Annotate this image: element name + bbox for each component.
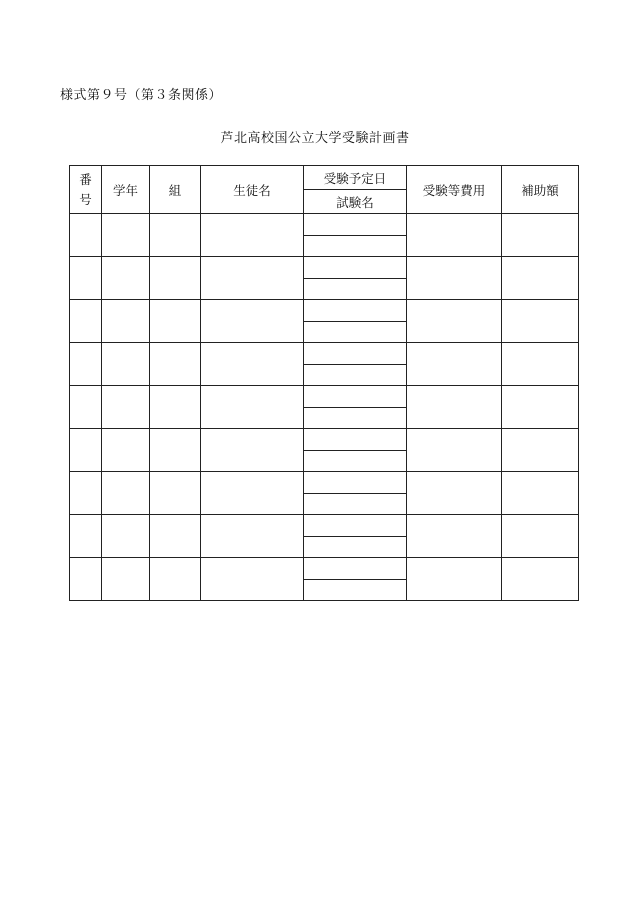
table-row	[70, 257, 579, 279]
cell-exam-name[interactable]	[304, 235, 407, 257]
header-student-name: 生徒名	[201, 166, 304, 214]
table-header	[70, 166, 579, 214]
cell-exam-name[interactable]	[304, 278, 407, 300]
header-subsidy: 補助額	[502, 166, 579, 214]
cell-class[interactable]	[150, 429, 201, 472]
cell-exam-fees[interactable]	[407, 300, 502, 343]
cell-grade[interactable]	[102, 386, 150, 429]
table-row	[70, 472, 579, 494]
cell-subsidy[interactable]	[502, 257, 579, 300]
cell-number[interactable]	[70, 558, 102, 601]
cell-number[interactable]	[70, 515, 102, 558]
cell-class[interactable]	[150, 386, 201, 429]
cell-student-name[interactable]	[201, 257, 304, 300]
cell-exam-name[interactable]	[304, 321, 407, 343]
cell-grade[interactable]	[102, 257, 150, 300]
cell-exam-fees[interactable]	[407, 343, 502, 386]
cell-subsidy[interactable]	[502, 558, 579, 601]
cell-student-name[interactable]	[201, 214, 304, 257]
cell-exam-date[interactable]	[304, 300, 407, 322]
cell-exam-fees[interactable]	[407, 429, 502, 472]
cell-grade[interactable]	[102, 472, 150, 515]
table-body	[70, 214, 579, 601]
cell-number[interactable]	[70, 472, 102, 515]
cell-number[interactable]	[70, 300, 102, 343]
cell-exam-date[interactable]	[304, 429, 407, 451]
header-number-char-1: 番	[79, 171, 92, 187]
cell-exam-date[interactable]	[304, 386, 407, 408]
cell-class[interactable]	[150, 472, 201, 515]
cell-grade[interactable]	[102, 429, 150, 472]
cell-class[interactable]	[150, 257, 201, 300]
cell-class[interactable]	[150, 515, 201, 558]
cell-exam-fees[interactable]	[407, 257, 502, 300]
cell-subsidy[interactable]	[502, 386, 579, 429]
cell-subsidy[interactable]	[502, 300, 579, 343]
cell-student-name[interactable]	[201, 515, 304, 558]
cell-exam-fees[interactable]	[407, 214, 502, 257]
cell-exam-fees[interactable]	[407, 386, 502, 429]
table-row	[70, 300, 579, 322]
cell-exam-date[interactable]	[304, 257, 407, 279]
cell-grade[interactable]	[102, 343, 150, 386]
cell-exam-date[interactable]	[304, 558, 407, 580]
document-title: 芦北高校国公立大学受験計画書	[220, 131, 410, 146]
cell-class[interactable]	[150, 343, 201, 386]
table-row	[70, 429, 579, 451]
table-row	[70, 558, 579, 580]
cell-student-name[interactable]	[201, 386, 304, 429]
cell-student-name[interactable]	[201, 558, 304, 601]
cell-number[interactable]	[70, 257, 102, 300]
cell-grade[interactable]	[102, 558, 150, 601]
cell-subsidy[interactable]	[502, 343, 579, 386]
cell-student-name[interactable]	[201, 300, 304, 343]
cell-exam-date[interactable]	[304, 515, 407, 537]
cell-grade[interactable]	[102, 515, 150, 558]
cell-exam-name[interactable]	[304, 407, 407, 429]
header-exam-fees: 受験等費用	[407, 166, 502, 214]
cell-exam-date[interactable]	[304, 214, 407, 236]
cell-exam-fees[interactable]	[407, 472, 502, 515]
cell-exam-name[interactable]	[304, 364, 407, 386]
cell-student-name[interactable]	[201, 343, 304, 386]
cell-class[interactable]	[150, 214, 201, 257]
cell-subsidy[interactable]	[502, 429, 579, 472]
cell-class[interactable]	[150, 558, 201, 601]
cell-student-name[interactable]	[201, 429, 304, 472]
exam-plan-table	[69, 165, 579, 601]
cell-grade[interactable]	[102, 214, 150, 257]
cell-number[interactable]	[70, 214, 102, 257]
cell-grade[interactable]	[102, 300, 150, 343]
table-row	[70, 214, 579, 236]
header-exam-name: 試験名	[304, 190, 407, 214]
cell-exam-fees[interactable]	[407, 558, 502, 601]
header-number-char-2: 号	[79, 191, 92, 207]
cell-subsidy[interactable]	[502, 515, 579, 558]
header-class: 組	[150, 166, 201, 214]
cell-subsidy[interactable]	[502, 214, 579, 257]
cell-exam-name[interactable]	[304, 493, 407, 515]
cell-exam-name[interactable]	[304, 450, 407, 472]
cell-number[interactable]	[70, 343, 102, 386]
header-number	[70, 166, 102, 214]
cell-exam-name[interactable]	[304, 579, 407, 601]
header-grade: 学年	[102, 166, 150, 214]
cell-number[interactable]	[70, 429, 102, 472]
header-exam-date: 受験予定日	[304, 166, 407, 190]
cell-class[interactable]	[150, 300, 201, 343]
cell-exam-date[interactable]	[304, 472, 407, 494]
cell-number[interactable]	[70, 386, 102, 429]
form-number-label: 様式第９号（第３条関係）	[60, 88, 223, 103]
cell-subsidy[interactable]	[502, 472, 579, 515]
table-row	[70, 343, 579, 365]
cell-student-name[interactable]	[201, 472, 304, 515]
cell-exam-date[interactable]	[304, 343, 407, 365]
table-row	[70, 386, 579, 408]
cell-exam-fees[interactable]	[407, 515, 502, 558]
table-row	[70, 515, 579, 537]
cell-exam-name[interactable]	[304, 536, 407, 558]
